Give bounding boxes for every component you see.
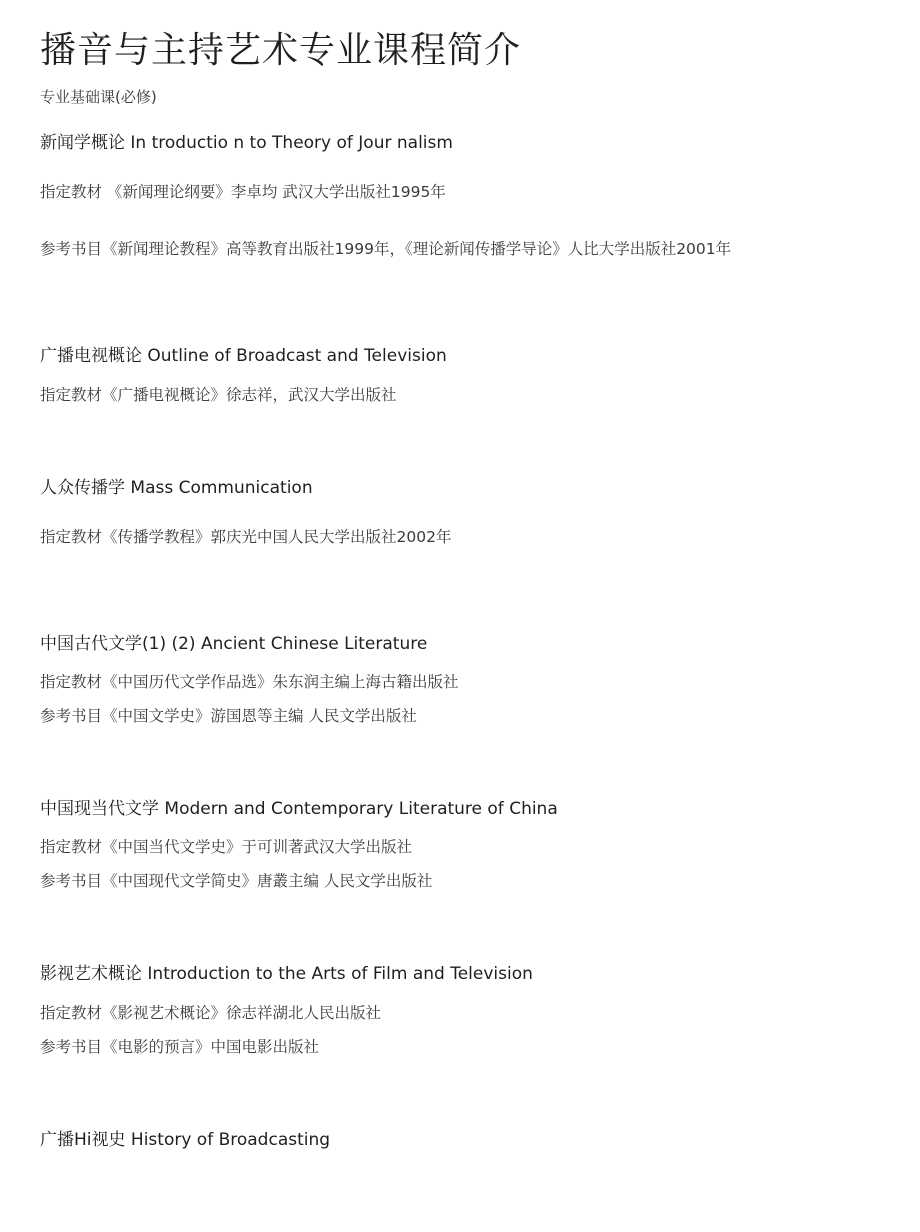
course-textbook-broadcast: 指定教材《广播电视概论》徐志祥，武汉大学出版社: [40, 386, 397, 404]
course-title-broadcast-history: 广播Hi视史 History of Broadcasting: [40, 1130, 331, 1150]
page-title: 播音与主持艺术专业课程简介: [40, 30, 522, 71]
course-textbook-mass-communication: 指定教材《传播学教程》郭庆光中国人民大学出版社2002年: [40, 528, 452, 546]
course-textbook-journalism: 指定教材 《新闻理论纲要》李卓均 武汉大学出版社1995年: [40, 183, 446, 201]
course-textbook-ancient-literature: 指定教材《中国历代文学作品选》朱东润主编上海古籍出版社: [40, 673, 459, 691]
course-reference-film-television: 参考书目《电影的预言》中国电影出版社: [40, 1038, 320, 1056]
course-reference-ancient-literature: 参考书目《中国文学史》游国恩等主编 人民文学出版社: [40, 707, 417, 725]
course-title-journalism: 新闻学概论 In troductio n to Theory of Jour nalism: [40, 133, 453, 153]
course-reference-journalism: 参考书目《新闻理论教程》高等教育出版社1999年，《理论新闻传播学导论》人比大学出版社2001年: [40, 240, 732, 258]
course-title-ancient-literature: 中国古代文学(1) (2) Ancient Chinese Literature: [40, 634, 428, 654]
course-textbook-film-television: 指定教材《影视艺术概论》徐志祥湖北人民出版社: [40, 1004, 382, 1022]
section-subtitle: 专业基础课(必修): [40, 88, 157, 106]
course-title-broadcast: 广播电视概论 Outline of Broadcast and Television: [40, 346, 447, 366]
course-reference-modern-literature: 参考书目《中国现代文学简史》唐叢主编 人民文学出版社: [40, 872, 433, 890]
course-title-film-television: 影视艺术概论 Introduction to the Arts of Film and Television: [40, 964, 533, 984]
course-title-mass-communication: 人众传播学 Mass Communication: [40, 478, 313, 498]
course-title-modern-literature: 中国现当代文学 Modern and Contemporary Literature of China: [40, 799, 558, 819]
course-textbook-modern-literature: 指定教材《中国当代文学史》于可训著武汉大学出版社: [40, 838, 413, 856]
